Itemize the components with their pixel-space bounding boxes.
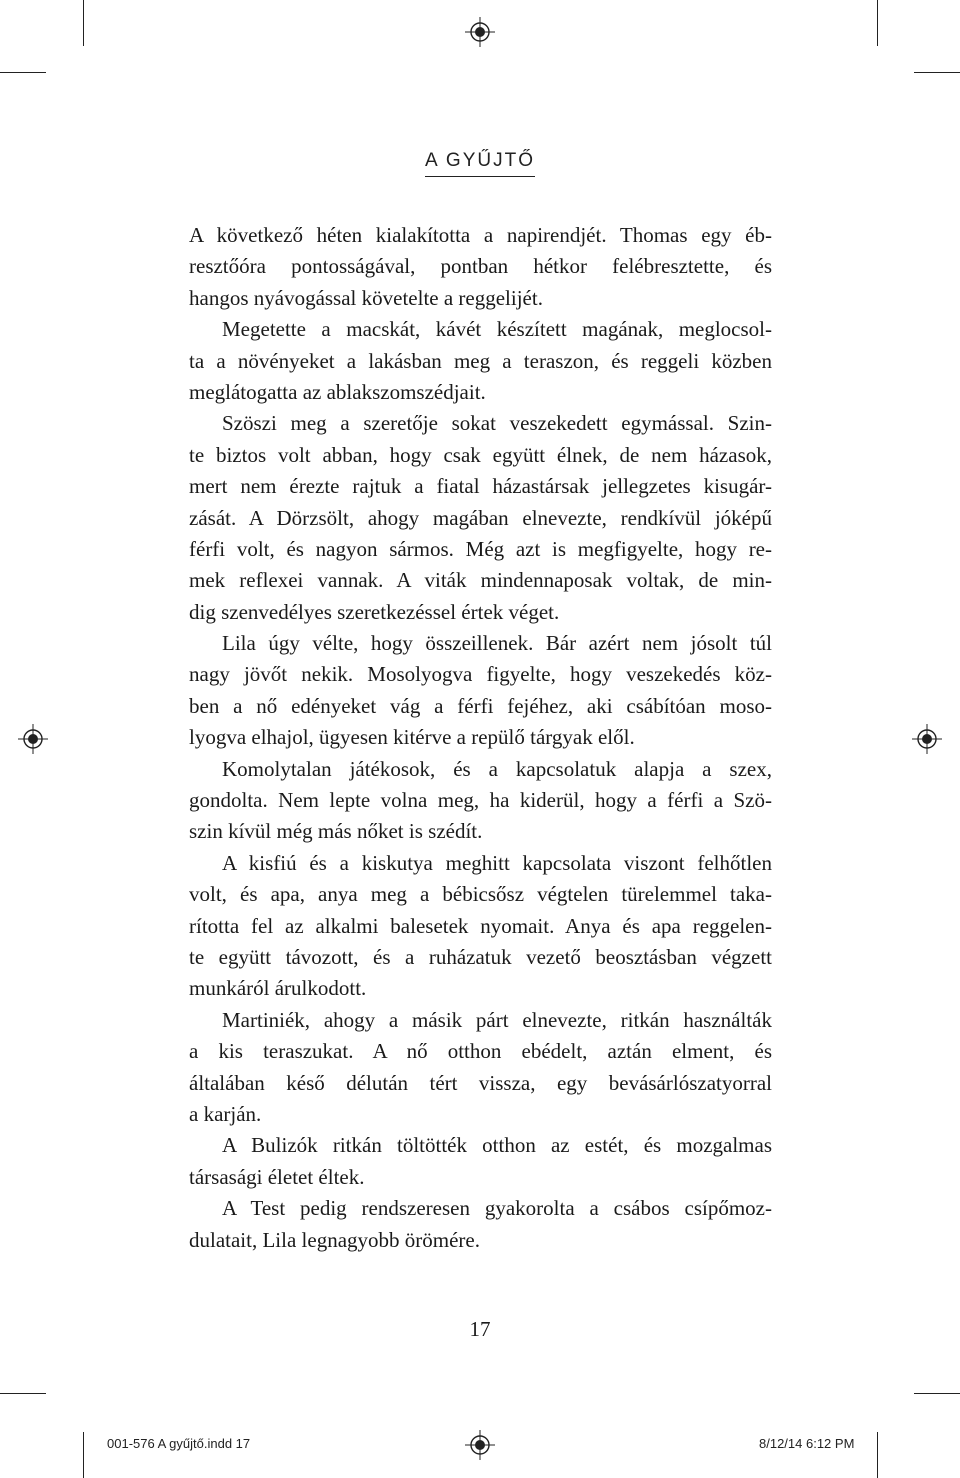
text-line: általában késő délután tért vissza, egy bevásárlószatyorral — [189, 1070, 772, 1095]
text-line: A Test pedig rendszeresen gyakorolta a csábos csípőmoz- — [222, 1196, 772, 1221]
text-line: hangos nyávogással követelte a reggelijét. — [189, 285, 543, 310]
text-line: resztőóra pontosságával, pontban hétkor felébresztette, és — [189, 254, 772, 279]
text-line: Martiniék, ahogy a másik párt elnevezte, ritkán használták — [222, 1007, 772, 1032]
text-line: Lila úgy vélte, hogy összeillenek. Bár azért nem jósolt túl — [222, 631, 772, 656]
text-line: meglátogatta az ablakszomszédjait. — [189, 379, 486, 404]
text-line: te biztos volt abban, hogy csak együtt élnek, de nem házasok, — [189, 442, 772, 467]
registration-target-icon — [18, 724, 48, 754]
text-line: A Bulizók ritkán töltötték otthon az estét, és mozgalmas — [222, 1133, 772, 1158]
crop-mark-bottom-right — [877, 1432, 878, 1478]
registration-target-icon — [465, 17, 495, 47]
text-line: gondolta. Nem lepte volna meg, ha kiderül, hogy a férfi a Szö- — [189, 788, 772, 813]
text-line: munkáról árulkodott. — [189, 976, 367, 1001]
registration-target-icon — [912, 724, 942, 754]
crop-mark-left-top — [0, 72, 46, 73]
page-number: 17 — [469, 1317, 491, 1341]
text-line: Megetette a macskát, kávét készített magának, meglocsol- — [222, 317, 772, 342]
text-line: dig szenvedélyes szeretkezéssel értek véget. — [189, 599, 560, 624]
text-line: mert nem érezte rajtuk a fiatal házastársak jellegzetes kisugár- — [189, 474, 772, 499]
slug-datetime: 8/12/14 6:12 PM — [759, 1436, 855, 1451]
body-text — [189, 220, 772, 1256]
crop-mark-left-bottom — [0, 1393, 46, 1394]
text-line: nagy jövőt nekik. Mosolyogva figyelte, hogy veszekedés köz- — [189, 662, 772, 687]
text-line: lyogva elhajol, ügyesen kitérve a repülő tárgyak elől. — [189, 725, 635, 750]
slug-file-info: 001-576 A gyűjtő.indd 17 — [107, 1436, 251, 1451]
text-line: szin kívül még más nőket is szédít. — [189, 819, 483, 844]
text-line: te együtt távozott, és a ruházatuk vezető beosztásban végzett — [189, 944, 772, 969]
crop-mark-top-right — [877, 0, 878, 46]
text-line: ben a nő edényeket vág a férfi fejéhez, aki csábítóan moso- — [189, 693, 772, 718]
text-line: Szöszi meg a szeretője sokat veszekedett egymással. Szin- — [222, 411, 772, 436]
text-line: férfi volt, és nagyon sármos. Még azt is megfigyelte, hogy re- — [189, 536, 772, 561]
crop-mark-right-top — [914, 72, 960, 73]
text-line: a kis teraszukat. A nő otthon ebédelt, aztán elment, és — [189, 1039, 772, 1064]
text-line: rította fel az alkalmi balesetek nyomait. Anya és apa reggelen- — [189, 913, 772, 938]
text-line: zását. A Dörzsölt, ahogy magában elnevezte, rendkívül jóképű — [189, 505, 772, 530]
text-line: ta a növényeket a lakásban meg a teraszon, és reggeli közben — [189, 348, 772, 373]
crop-mark-bottom-left — [83, 1432, 84, 1478]
crop-mark-right-bottom — [914, 1393, 960, 1394]
text-line: társasági életet éltek. — [189, 1164, 365, 1189]
text-line: dulatait, Lila legnagyobb örömére. — [189, 1227, 480, 1252]
registration-target-icon — [465, 1430, 495, 1460]
running-head — [0, 150, 960, 172]
text-line: volt, és apa, anya meg a bébicsősz végtelen türelemmel taka- — [189, 882, 772, 907]
text-line: Komolytalan játékosok, és a kapcsolatuk alapja a szex, — [222, 756, 772, 781]
text-line: A következő héten kialakította a napirendjét. Thomas egy éb- — [189, 223, 772, 247]
crop-mark-top-left — [83, 0, 84, 46]
text-line: A kisfiú és a kiskutya meghitt kapcsolata viszont felhőtlen — [222, 850, 772, 875]
text-line: mek reflexei vannak. A viták mindennaposak voltak, de min- — [189, 568, 772, 593]
running-head-title: A GYŰJTŐ — [425, 150, 535, 177]
text-line: a karján. — [189, 1101, 262, 1126]
